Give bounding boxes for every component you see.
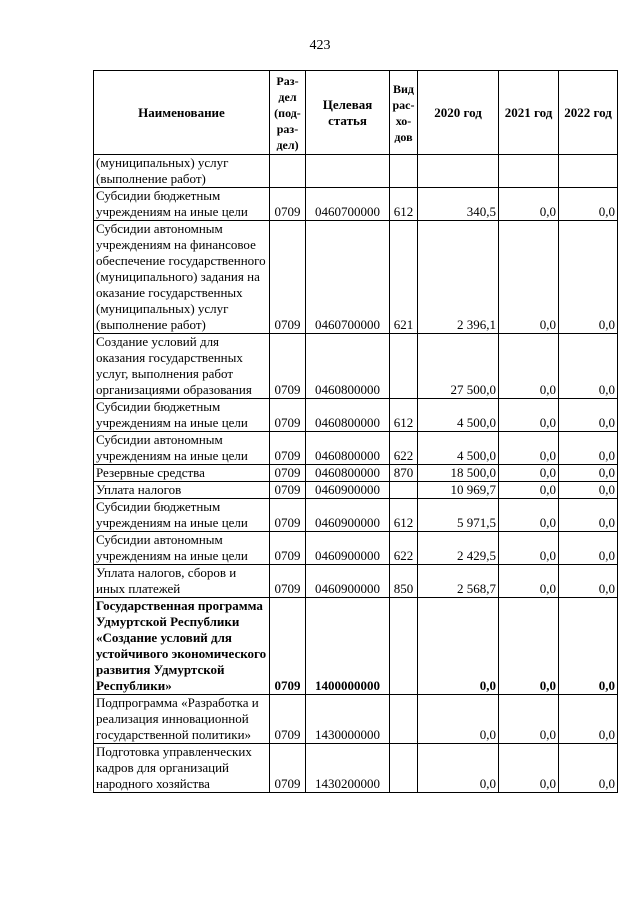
cell-name: Субсидии бюджетным учреждениям на иные цели (94, 499, 270, 532)
cell-razdel: 0709 (270, 744, 306, 793)
cell-razdel: 0709 (270, 399, 306, 432)
cell-name: Создание условий для оказания государственных услуг, выполнения работ организациями образования (94, 334, 270, 399)
cell-vid: 622 (390, 432, 418, 465)
cell-2022: 0,0 (559, 532, 618, 565)
cell-2021 (499, 155, 559, 188)
cell-target: 1400000000 (306, 598, 390, 695)
header-2022: 2022 год (559, 71, 618, 155)
cell-name: Субсидии бюджетным учреждениям на иные цели (94, 188, 270, 221)
table-row (94, 221, 618, 334)
cell-2022 (559, 155, 618, 188)
cell-name: Подпрограмма «Разработка и реализация инновационной государственной политики» (94, 695, 270, 744)
table-row (94, 744, 618, 793)
cell-2020: 2 568,7 (418, 565, 499, 598)
header-2021: 2021 год (499, 71, 559, 155)
cell-2020: 4 500,0 (418, 399, 499, 432)
table-row (94, 399, 618, 432)
cell-target: 0460800000 (306, 334, 390, 399)
cell-name: Резервные средства (94, 465, 270, 482)
page-number: 423 (309, 38, 331, 53)
cell-2020: 2 429,5 (418, 532, 499, 565)
table-row (94, 482, 618, 499)
cell-2020: 0,0 (418, 695, 499, 744)
cell-vid: 612 (390, 188, 418, 221)
table-row (94, 499, 618, 532)
cell-vid: 870 (390, 465, 418, 482)
table-row (94, 465, 618, 482)
cell-2021: 0,0 (499, 499, 559, 532)
cell-target: 1430000000 (306, 695, 390, 744)
cell-razdel: 0709 (270, 334, 306, 399)
cell-vid: 621 (390, 221, 418, 334)
cell-2020 (418, 155, 499, 188)
cell-name: Государственная программа Удмуртской Республики «Создание условий для устойчивого экономического развития Удмуртской Республики» (94, 598, 270, 695)
cell-2021: 0,0 (499, 399, 559, 432)
cell-vid (390, 598, 418, 695)
table-row (94, 155, 618, 188)
cell-target: 0460700000 (306, 221, 390, 334)
cell-2021: 0,0 (499, 465, 559, 482)
cell-razdel: 0709 (270, 695, 306, 744)
cell-name: Субсидии автономным учреждениям на финансовое обеспечение государственного (муниципального) задания на оказание государственных (муниципальных) услуг (выполнение работ) (94, 221, 270, 334)
cell-razdel: 0709 (270, 565, 306, 598)
cell-razdel: 0709 (270, 499, 306, 532)
cell-name: Субсидии бюджетным учреждениям на иные цели (94, 399, 270, 432)
cell-razdel (270, 155, 306, 188)
cell-target (306, 155, 390, 188)
table-row (94, 598, 618, 695)
cell-name: Уплата налогов, сборов и иных платежей (94, 565, 270, 598)
cell-2020: 4 500,0 (418, 432, 499, 465)
cell-2021: 0,0 (499, 482, 559, 499)
cell-vid: 622 (390, 532, 418, 565)
cell-2021: 0,0 (499, 188, 559, 221)
cell-2021: 0,0 (499, 221, 559, 334)
cell-2022: 0,0 (559, 744, 618, 793)
cell-razdel: 0709 (270, 598, 306, 695)
cell-2022: 0,0 (559, 499, 618, 532)
cell-target: 0460900000 (306, 482, 390, 499)
cell-2020: 27 500,0 (418, 334, 499, 399)
cell-razdel: 0709 (270, 465, 306, 482)
cell-2022: 0,0 (559, 188, 618, 221)
cell-vid (390, 334, 418, 399)
table-row (94, 532, 618, 565)
cell-vid (390, 155, 418, 188)
cell-target: 0460900000 (306, 499, 390, 532)
cell-name: Подготовка управленческих кадров для организаций народного хозяйства (94, 744, 270, 793)
cell-name: Субсидии автономным учреждениям на иные цели (94, 432, 270, 465)
cell-vid (390, 695, 418, 744)
cell-2020: 340,5 (418, 188, 499, 221)
cell-2022: 0,0 (559, 482, 618, 499)
cell-name: (муниципальных) услуг (выполнение работ) (94, 155, 270, 188)
cell-2022: 0,0 (559, 695, 618, 744)
cell-2021: 0,0 (499, 598, 559, 695)
header-name: Наименование (94, 71, 270, 155)
cell-2022: 0,0 (559, 399, 618, 432)
cell-vid: 612 (390, 399, 418, 432)
cell-target: 0460700000 (306, 188, 390, 221)
cell-2022: 0,0 (559, 598, 618, 695)
header-target: Целевая статья (306, 71, 390, 155)
cell-target: 0460900000 (306, 532, 390, 565)
table-row (94, 695, 618, 744)
budget-table (93, 70, 618, 793)
cell-target: 1430200000 (306, 744, 390, 793)
cell-target: 0460800000 (306, 465, 390, 482)
table-row (94, 188, 618, 221)
cell-razdel: 0709 (270, 482, 306, 499)
cell-razdel: 0709 (270, 532, 306, 565)
cell-2021: 0,0 (499, 744, 559, 793)
cell-2021: 0,0 (499, 695, 559, 744)
cell-vid: 612 (390, 499, 418, 532)
cell-name: Субсидии автономным учреждениям на иные цели (94, 532, 270, 565)
cell-2021: 0,0 (499, 432, 559, 465)
cell-2022: 0,0 (559, 465, 618, 482)
header-2020: 2020 год (418, 71, 499, 155)
cell-2022: 0,0 (559, 565, 618, 598)
header-vid: Вид рас-хо-дов (390, 71, 418, 155)
table-row (94, 565, 618, 598)
cell-2020: 5 971,5 (418, 499, 499, 532)
cell-vid (390, 482, 418, 499)
cell-2021: 0,0 (499, 565, 559, 598)
cell-2022: 0,0 (559, 334, 618, 399)
cell-2022: 0,0 (559, 432, 618, 465)
cell-name: Уплата налогов (94, 482, 270, 499)
table-header-row (94, 71, 618, 155)
cell-2020: 18 500,0 (418, 465, 499, 482)
cell-target: 0460800000 (306, 399, 390, 432)
header-razdel: Раз-дел (под-раз-дел) (270, 71, 306, 155)
cell-2020: 0,0 (418, 598, 499, 695)
cell-vid: 850 (390, 565, 418, 598)
cell-2020: 2 396,1 (418, 221, 499, 334)
table-row (94, 432, 618, 465)
cell-2020: 0,0 (418, 744, 499, 793)
cell-2022: 0,0 (559, 221, 618, 334)
table-row (94, 334, 618, 399)
cell-2020: 10 969,7 (418, 482, 499, 499)
cell-razdel: 0709 (270, 221, 306, 334)
cell-razdel: 0709 (270, 188, 306, 221)
cell-2021: 0,0 (499, 334, 559, 399)
cell-target: 0460800000 (306, 432, 390, 465)
cell-2021: 0,0 (499, 532, 559, 565)
cell-razdel: 0709 (270, 432, 306, 465)
cell-vid (390, 744, 418, 793)
cell-target: 0460900000 (306, 565, 390, 598)
